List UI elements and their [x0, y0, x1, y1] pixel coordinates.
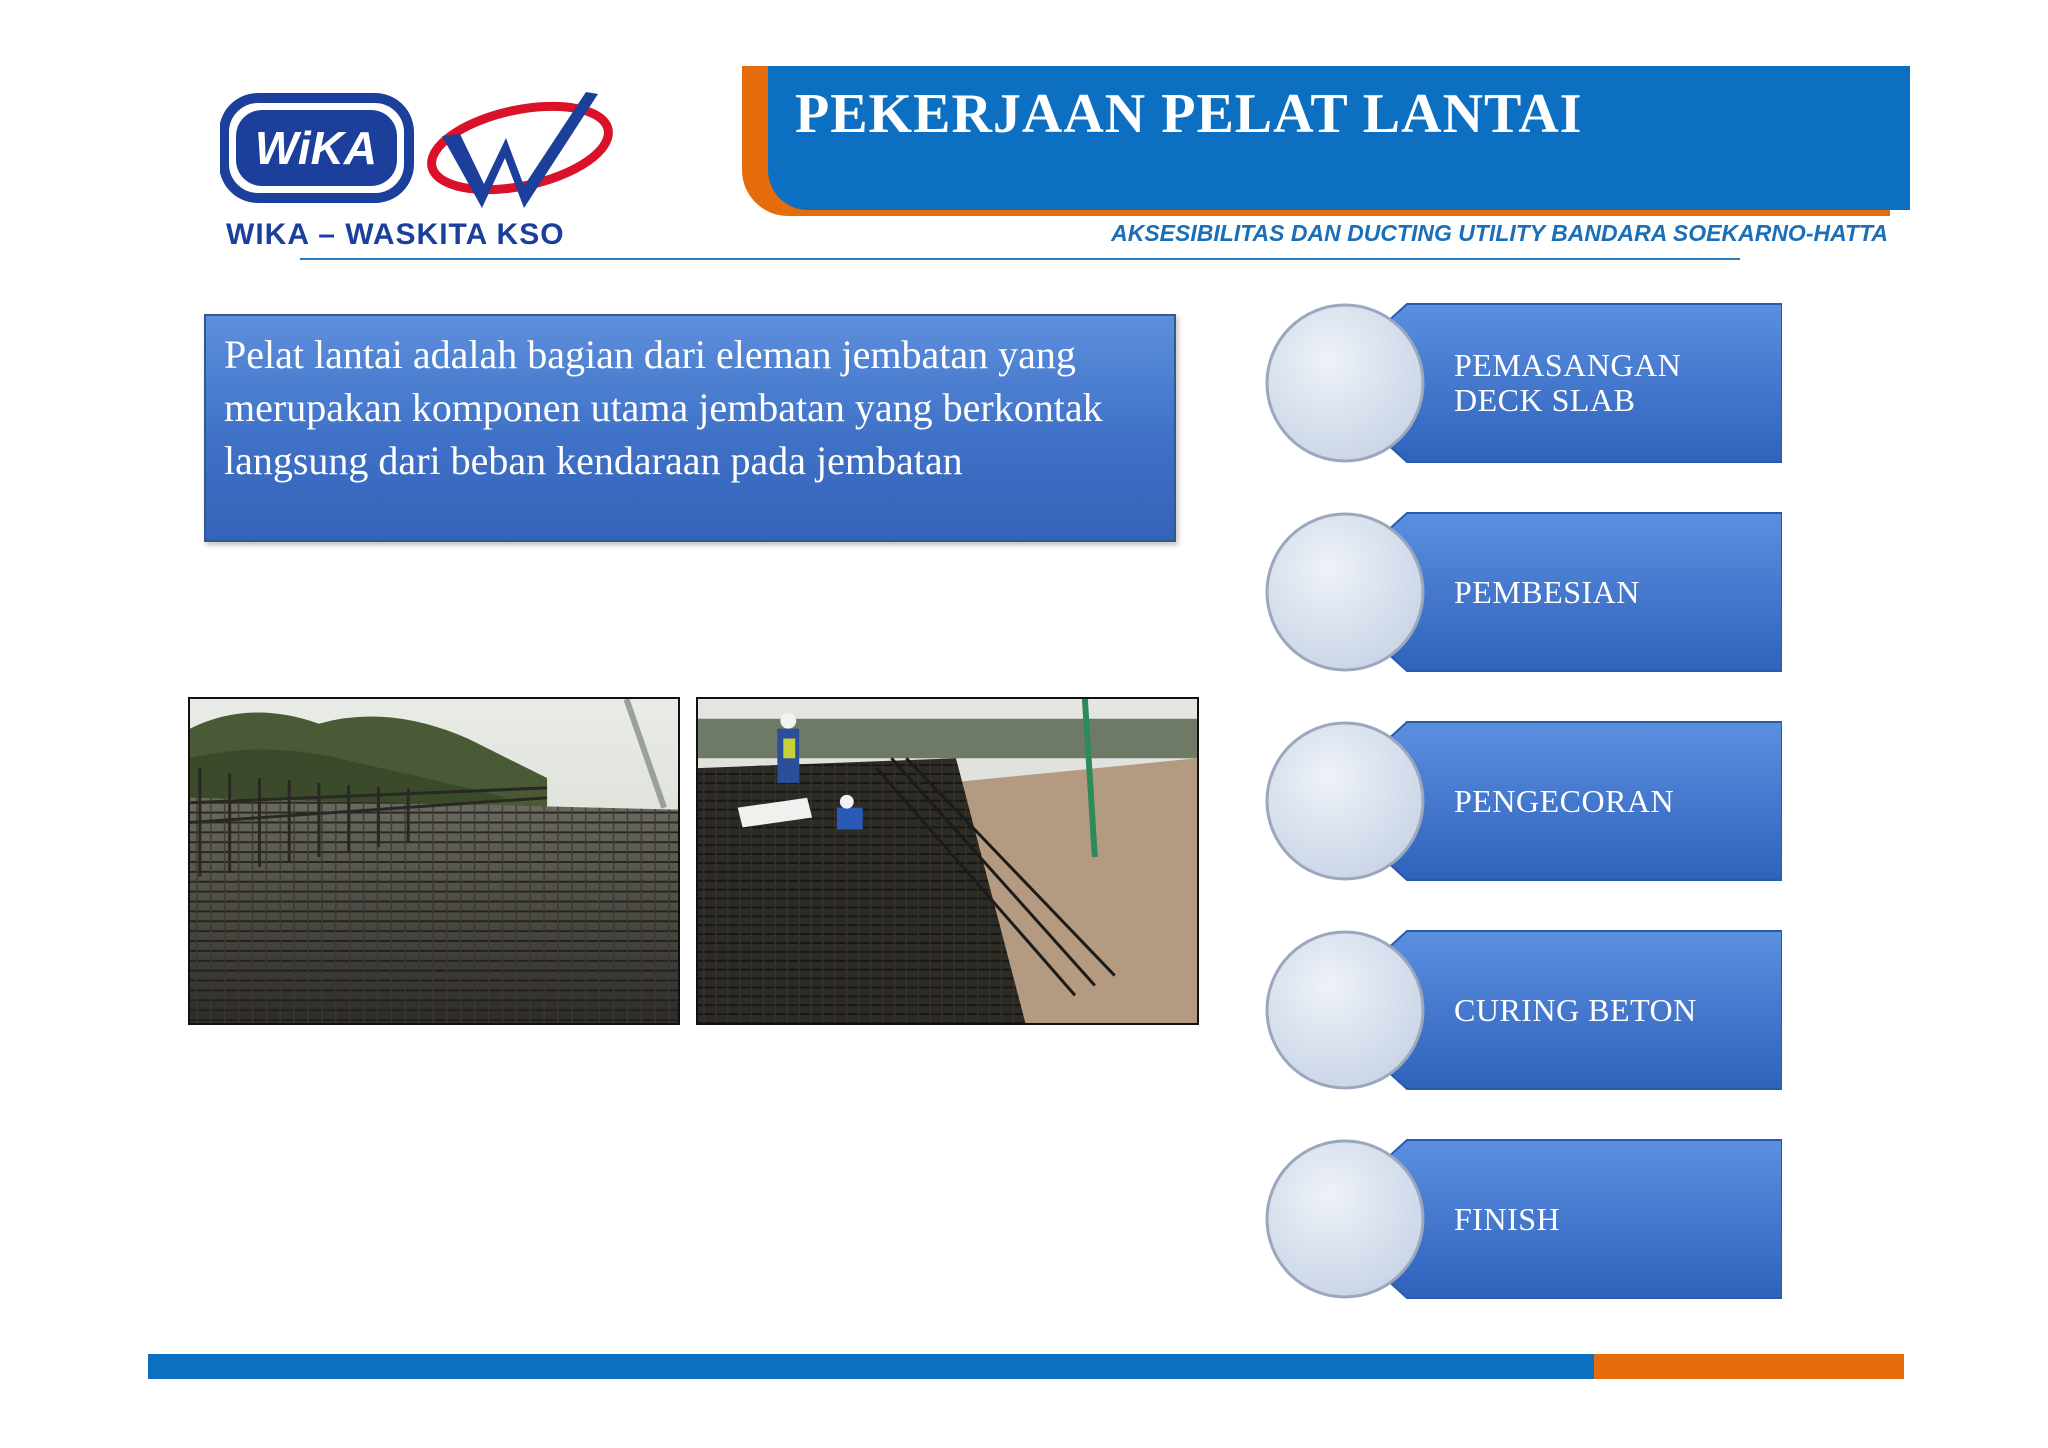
step-1-label: PEMASANGAN DECK SLAB [1454, 347, 1682, 418]
project-subtitle: AKSESIBILITAS DAN DUCTING UTILITY BANDARA SOEKARNO-HATTA [1111, 220, 1888, 246]
process-step-3 [1262, 720, 1782, 882]
page-title: PEKERJAAN PELAT LANTAI [795, 83, 1583, 145]
process-step-1 [1262, 302, 1782, 464]
logo-caption: WIKA – WASKITA KSO [226, 218, 565, 251]
header-divider [300, 258, 1740, 260]
step-4-label: CURING BETON [1454, 991, 1697, 1028]
footer-bar-orange [1594, 1354, 1904, 1379]
process-step-5 [1262, 1138, 1782, 1300]
process-step-2 [1262, 511, 1782, 673]
description-text: Pelat lantai adalah bagian dari eleman jembatan yang merupakan komponen utama jembatan yang berkontak langsung dari beban kendaraan pada jembatan [224, 332, 1103, 483]
logo-brand-text: WiKA [254, 122, 378, 174]
step-3-label: PENGECORAN [1454, 782, 1675, 819]
footer-bar-blue [148, 1354, 1594, 1379]
photo-rebar-deck-2 [696, 697, 1199, 1025]
process-step-4 [1262, 929, 1782, 1091]
description-box [204, 314, 1176, 542]
step-5-label: FINISH [1454, 1200, 1561, 1237]
photo-rebar-deck-1 [188, 697, 680, 1025]
step-2-label: PEMBESIAN [1454, 573, 1640, 610]
